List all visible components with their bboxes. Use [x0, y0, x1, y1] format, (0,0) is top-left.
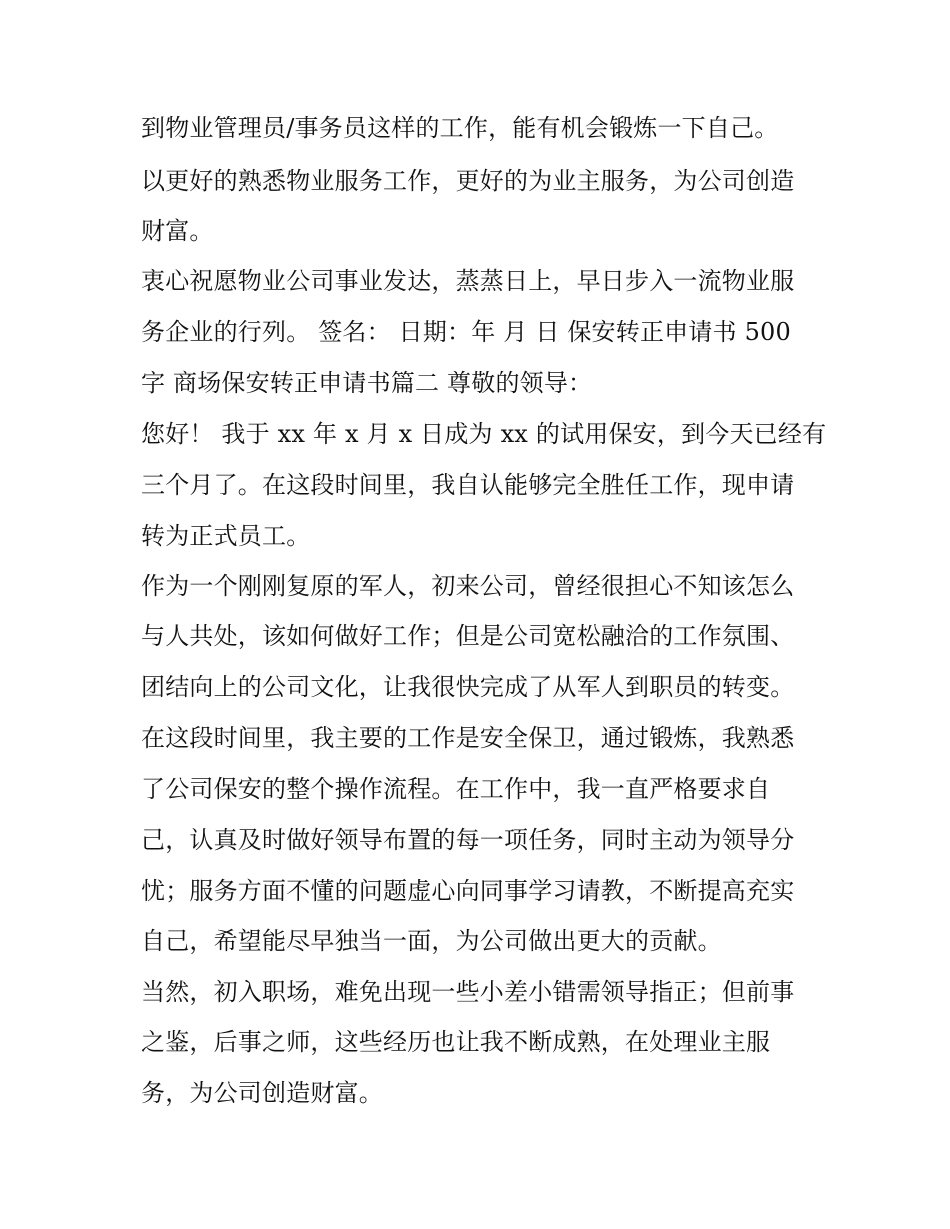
text-line: 转为正式员工。	[141, 522, 311, 550]
text-line: 衷心祝愿物业公司事业发达，蒸蒸日上，早日步入一流物业服	[141, 267, 795, 295]
text-line: 自己，希望能尽早独当一面，为公司做出更大的贡献。	[141, 927, 722, 955]
text-line: 您好！ 我于 xx 年 x 月 x 日成为 xx 的试用保安，到今天已经有	[141, 420, 827, 448]
text-line: 字 商场保安转正申请书篇二 尊敬的领导：	[141, 369, 593, 397]
text-line: 在这段时间里，我主要的工作是安全保卫，通过锻炼，我熟悉	[141, 724, 795, 752]
text-line: 务，为公司创造财富。	[141, 1079, 383, 1107]
text-line: 忧；服务方面不懂的问题虚心向同事学习请教，不断提高充实	[141, 877, 795, 905]
text-line: 作为一个刚刚复原的军人，初来公司，曾经很担心不知该怎么	[141, 572, 795, 600]
text-line: 到物业管理员/事务员这样的工作，能有机会锻炼一下自己。	[141, 114, 779, 142]
text-line: 财富。	[141, 217, 214, 245]
text-line: 了公司保安的整个操作流程。在工作中，我一直严格要求自	[141, 775, 771, 803]
text-line: 以更好的熟悉物业服务工作，更好的为业主服务，为公司创造	[141, 167, 795, 195]
text-line: 当然，初入职场，难免出现一些小差小错需领导指正；但前事	[141, 978, 795, 1006]
text-line: 团结向上的公司文化，让我很快完成了从军人到职员的转变。	[141, 673, 795, 701]
text-line: 三个月了。在这段时间里，我自认能够完全胜任工作，现申请	[141, 471, 795, 499]
text-line: 与人共处，该如何做好工作；但是公司宽松融洽的工作氛围、	[141, 622, 795, 650]
text-line: 务企业的行列。 签名： 日期：年 月 日 保安转正申请书 500	[141, 318, 791, 346]
text-line: 己，认真及时做好领导布置的每一项任务，同时主动为领导分	[141, 826, 795, 854]
text-line: 之鉴，后事之师，这些经历也让我不断成熟，在处理业主服	[141, 1028, 771, 1056]
